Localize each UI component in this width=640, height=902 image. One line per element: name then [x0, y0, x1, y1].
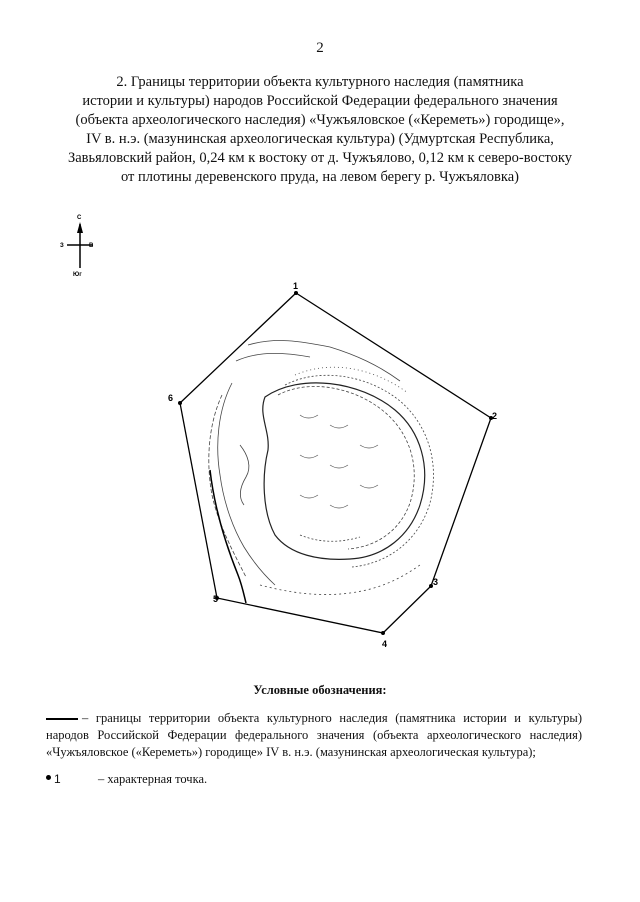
legend-title: Условные обозначения: [253, 683, 387, 697]
topographic-contours [209, 341, 434, 603]
compass-icon [60, 215, 94, 278]
point-2-label: 2 [492, 411, 498, 421]
compass-south-label: Юг [73, 272, 82, 278]
site-map [0, 205, 640, 665]
point-4-marker [381, 631, 385, 635]
title-line: 2. Границы территории объекта культурного наследия (памятника [116, 74, 524, 90]
point-4-label: 4 [382, 639, 388, 649]
characteristic-points [168, 281, 497, 649]
territory-boundary [180, 293, 491, 633]
page-number: 2 [316, 40, 324, 56]
point-3-label: 3 [433, 577, 439, 587]
title-line: IV в. н.э. (мазунинская археологическая культура) (Удмуртская Республика, [86, 131, 554, 147]
legend-point-number: 1 [54, 772, 61, 786]
point-6-marker [178, 401, 182, 405]
point-5-label: 5 [213, 594, 219, 604]
site-map-drawing [0, 205, 640, 665]
point-marker-icon [46, 775, 51, 780]
legend-point-text: – характерная точка. [98, 772, 208, 786]
point-6-label: 6 [168, 393, 174, 403]
compass-east-label: В [89, 243, 94, 249]
compass-north-label: С [77, 215, 82, 221]
document-title [40, 73, 600, 187]
title-line: от плотины деревенского пруда, на левом берегу р. Чужъяловка) [121, 169, 519, 185]
point-1-marker [294, 291, 298, 295]
legend-boundary-text: – границы территории объекта культурного наследия (памятника истории и культуры) народов Российской Федерации федерального значения (объекта археологического наследия) «Чужъяловское («Кереметь») городище» IV в. н.э. (мазунинская археологическая культура); [46, 711, 582, 759]
legend-boundary-entry [46, 710, 582, 761]
title-line: (объекта археологического наследия) «Чужъяловское («Кереметь») городище», [75, 112, 565, 128]
compass-west-label: З [60, 243, 64, 249]
title-line: истории и культуры) народов Российской Федерации федерального значения [82, 93, 558, 109]
title-line: Завьяловский район, 0,24 км к востоку от д. Чужъялово, 0,12 км к северо-востоку [67, 150, 573, 166]
point-1-label: 1 [293, 281, 299, 291]
legend-point-entry [46, 772, 207, 787]
